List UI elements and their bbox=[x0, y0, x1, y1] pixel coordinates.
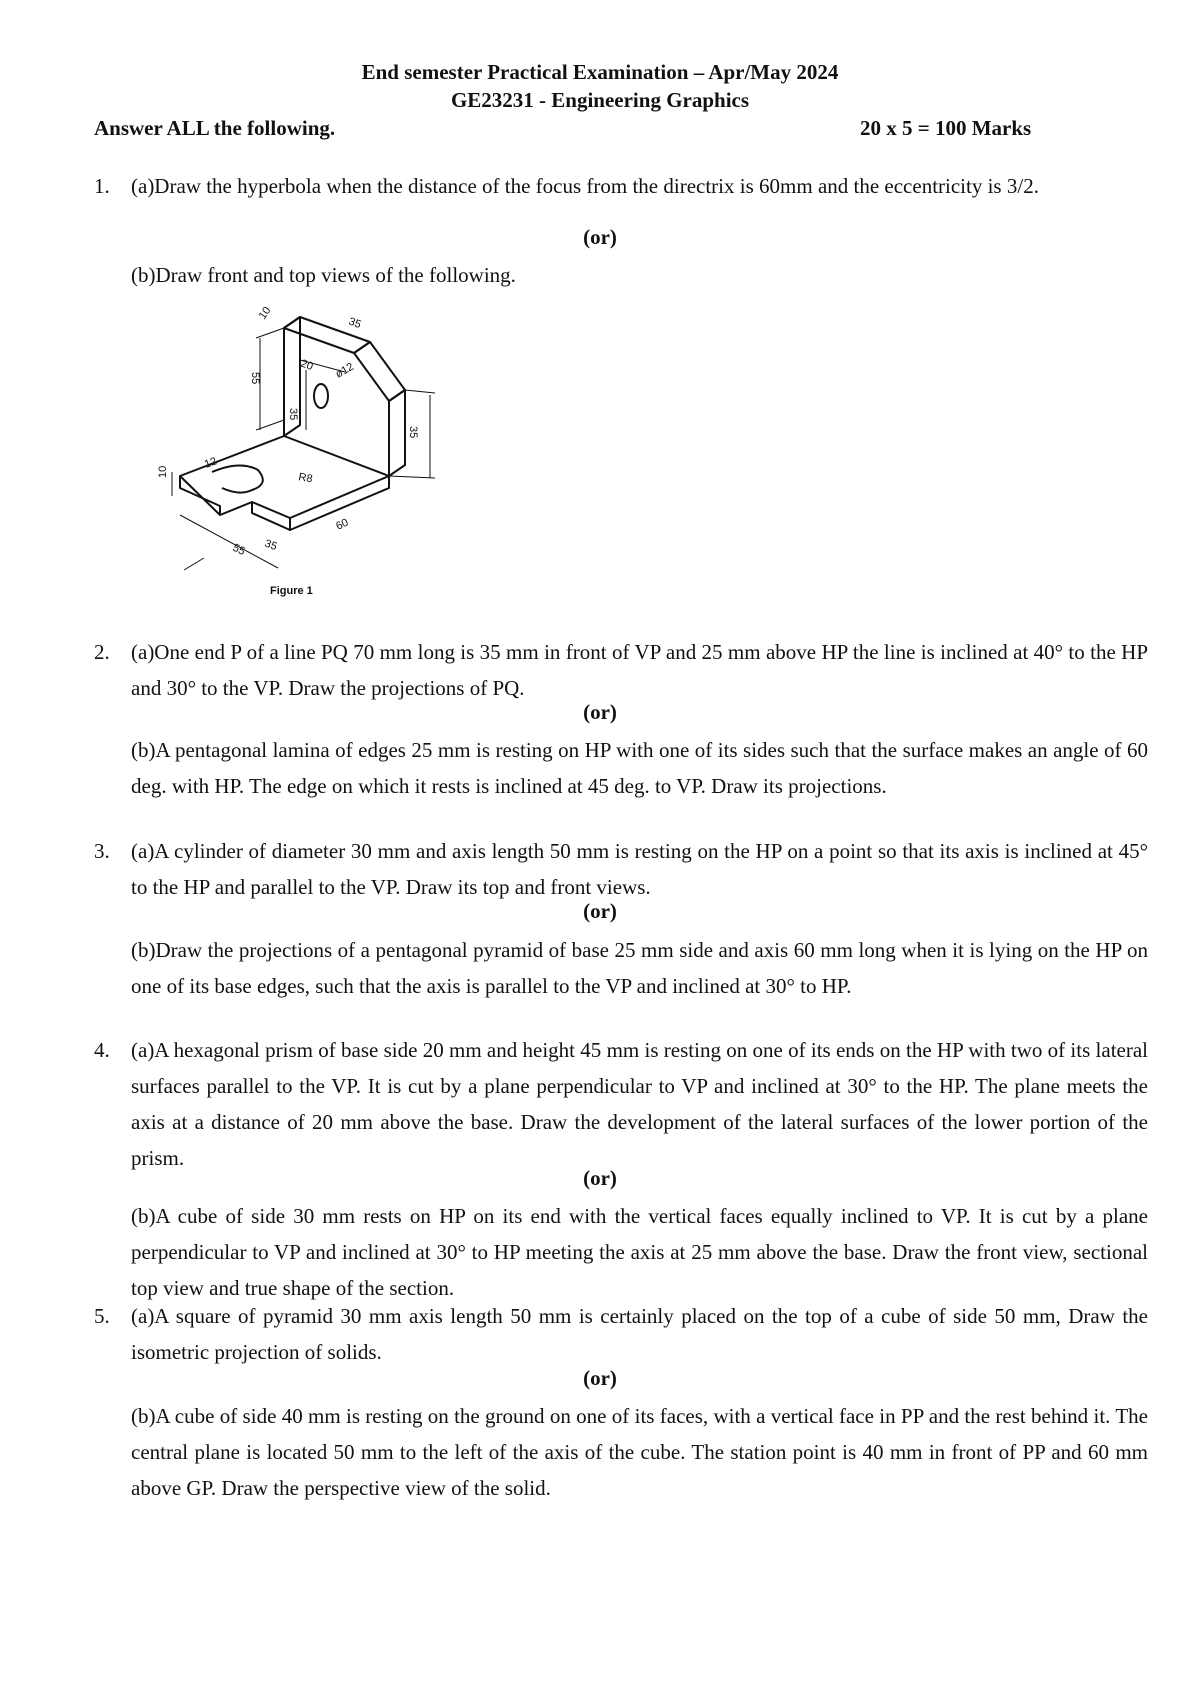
dim-base-len: 60 bbox=[334, 516, 351, 533]
dim-base-thk: 10 bbox=[157, 465, 169, 478]
dim-hole-dia: ø12 bbox=[333, 360, 356, 381]
hole bbox=[314, 384, 328, 408]
dim-top-len: 35 bbox=[346, 315, 363, 332]
slot bbox=[212, 465, 263, 492]
exam-title: End semester Practical Examination – Apr/May 2024 bbox=[361, 60, 839, 84]
instructions-row bbox=[94, 116, 1094, 141]
question-4a: (a)A hexagonal prism of base side 20 mm and height 45 mm is resting on one of its ends on the HP with two of its lateral surfaces parallel to the VP. It is cut by a plane perpendicular to VP and inclined at 30° to the HP. The plane meets the axis at a distance of 20 mm above the base. Draw the development of the lateral surfaces of the lower portion of the prism. bbox=[131, 1038, 1148, 1170]
figure-1 bbox=[157, 300, 460, 610]
question-2b: (b)A pentagonal lamina of edges 25 mm is resting on HP with one of its sides such that the surface makes an angle of 60 deg. with HP. The edge on which it rests is inclined at 45 deg. to VP. Draw its projections. bbox=[131, 738, 1148, 798]
question-1a: (a)Draw the hyperbola when the distance of the focus from the directrix is 60mm and the eccentricity is 3/2. bbox=[131, 174, 1039, 198]
question-number: 2. bbox=[94, 640, 110, 664]
dim-hole-offset: 20 bbox=[298, 357, 315, 374]
dim-slot-r: R8 bbox=[297, 471, 314, 486]
question-1b: (b)Draw front and top views of the following. bbox=[131, 263, 516, 287]
figure-caption: Figure 1 bbox=[270, 585, 313, 597]
dim-base-w: 35 bbox=[262, 537, 279, 554]
question-5a: (a)A square of pyramid 30 mm axis length 50 mm is certainly placed on the top of a cube of side 50 mm, Draw the isometric projection of solids. bbox=[131, 1304, 1148, 1364]
course-title: GE23231 - Engineering Graphics bbox=[450, 88, 750, 112]
or-separator: (or) bbox=[583, 1166, 617, 1190]
base-top bbox=[180, 436, 389, 518]
dim-top-thk: 10 bbox=[256, 304, 274, 322]
total-marks: 20 x 5 = 100 Marks bbox=[860, 116, 1032, 140]
question-number: 4. bbox=[94, 1038, 110, 1062]
question-4b: (b)A cube of side 30 mm rests on HP on its end with the vertical faces equally inclined to VP. It is cut by a plane perpendicular to VP and inclined at 30° to HP meeting the axis at 25 mm above the base. Draw the front view, sectional top view and true shape of the section. bbox=[131, 1204, 1148, 1300]
question-2a: (a)One end P of a line PQ 70 mm long is 35 mm in front of VP and 25 mm above HP the line is inclined at 40° to the HP and 30° to the VP. Draw the projections of PQ. bbox=[131, 640, 1148, 700]
question-5b: (b)A cube of side 40 mm is resting on the ground on one of its faces, with a vertical face in PP and the rest behind it. The central plane is located 50 mm to the left of the axis of the cube. The station point is 40 mm in front of PP and 60 mm above GP. Draw the perspective view of the solid. bbox=[131, 1404, 1148, 1500]
question-number: 1. bbox=[94, 174, 110, 198]
or-separator: (or) bbox=[583, 899, 617, 923]
chamfer-face bbox=[354, 342, 405, 401]
instructions-label: Answer ALL the following. bbox=[94, 116, 336, 140]
right-face bbox=[389, 390, 405, 476]
or-separator: (or) bbox=[583, 700, 617, 724]
dim-hole-height: 35 bbox=[287, 408, 299, 421]
dim-slot-w: 12 bbox=[202, 455, 219, 471]
question-number: 5. bbox=[94, 1304, 110, 1328]
dim-base-depth: 55 bbox=[230, 541, 247, 558]
question-3a: (a)A cylinder of diameter 30 mm and axis length 50 mm is resting on the HP on a point so that its axis is inclined at 45° to the HP and parallel to the VP. Draw its top and front views. bbox=[131, 839, 1148, 899]
or-separator: (or) bbox=[583, 1366, 617, 1390]
question-3b: (b)Draw the projections of a pentagonal pyramid of base 25 mm side and axis 60 mm long when it is lying on the HP on one of its base edges, such that the axis is parallel to the VP and inclined at 30° to HP. bbox=[131, 938, 1148, 998]
or-separator: (or) bbox=[583, 225, 617, 249]
question-number: 3. bbox=[94, 839, 110, 863]
dim-right-h: 35 bbox=[407, 426, 419, 439]
dim-height: 55 bbox=[249, 372, 261, 385]
